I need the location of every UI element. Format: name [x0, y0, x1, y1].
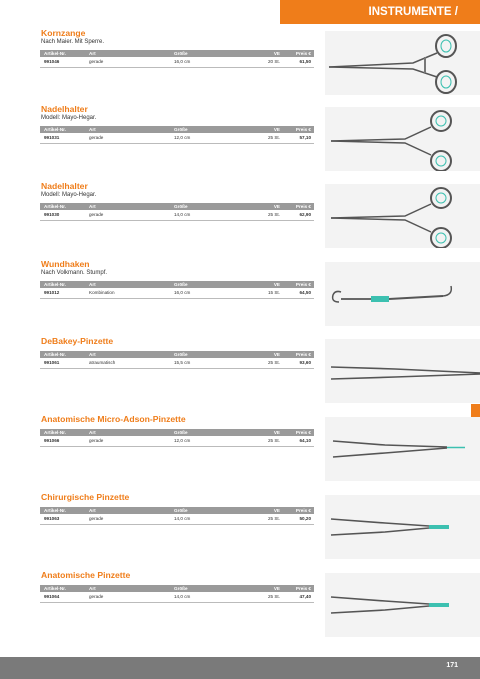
product-title: Nadelhalter: [41, 104, 88, 114]
cell-art: gerade: [89, 212, 104, 217]
header-price: Preis €: [295, 127, 311, 132]
product-table: [40, 281, 314, 299]
product-subtitle: Modell: Mayo-Hegar.: [41, 115, 97, 121]
cell-nr: 991012: [44, 290, 60, 295]
cell-price: 93,60: [299, 360, 311, 365]
product-table: [40, 203, 314, 221]
cell-price: 64,50: [299, 290, 311, 295]
header-ve: VE: [273, 508, 280, 513]
header-size: Größe: [174, 51, 188, 56]
header-ve: VE: [273, 127, 280, 132]
table-header: [40, 507, 314, 514]
cell-price: 50,20: [299, 516, 311, 521]
product-nadelhalter-12: [40, 104, 460, 172]
product-image: [325, 495, 480, 559]
cell-nr: 991061: [44, 360, 60, 365]
page-number: 171: [446, 662, 458, 669]
product-chirurgische-pinzette: [40, 492, 460, 560]
cell-ve: 20 St.: [267, 59, 280, 64]
header-art: Art: [89, 508, 96, 513]
product-table: [40, 585, 314, 603]
cell-ve: 25 St.: [267, 438, 280, 443]
header-art: Art: [89, 51, 96, 56]
needle-holder-icon: [325, 184, 480, 248]
needle-holder-icon: [325, 107, 480, 171]
header-ve: VE: [273, 430, 280, 435]
product-image: [325, 31, 480, 95]
cell-ve: 25 St.: [267, 594, 280, 599]
cell-size: 14,0 cm: [174, 212, 191, 217]
header-ve: VE: [273, 204, 280, 209]
header-nr: Artikel-Nr.: [44, 282, 66, 287]
header-price: Preis €: [295, 282, 311, 287]
header-price: Preis €: [295, 430, 311, 435]
cell-ve: 25 St.: [267, 212, 280, 217]
cell-price: 61,50: [299, 59, 311, 64]
table-row: [40, 514, 314, 525]
header-size: Größe: [174, 282, 188, 287]
product-image: [325, 184, 480, 248]
header-nr: Artikel-Nr.: [44, 508, 66, 513]
cell-ve: 15 St.: [267, 290, 280, 295]
footer-bar: [0, 657, 480, 679]
cell-price: 62,90: [299, 212, 311, 217]
product-table: [40, 507, 314, 525]
product-table: [40, 126, 314, 144]
header-size: Größe: [174, 586, 188, 591]
forceps-icon: [325, 31, 480, 95]
table-header: [40, 585, 314, 592]
table-row: [40, 57, 314, 68]
header-art: Art: [89, 352, 96, 357]
product-title: DeBakey-Pinzette: [41, 336, 114, 346]
header-nr: Artikel-Nr.: [44, 352, 66, 357]
header-price: Preis €: [295, 508, 311, 513]
product-subtitle: Modell: Mayo-Hegar.: [41, 192, 97, 198]
table-row: [40, 358, 314, 369]
header-ve: VE: [273, 282, 280, 287]
product-image: [325, 107, 480, 171]
product-title: Wundhaken: [41, 259, 90, 269]
header-art: Art: [89, 586, 96, 591]
cell-price: 47,40: [299, 594, 311, 599]
product-title: Nadelhalter: [41, 181, 88, 191]
cell-size: 14,0 cm: [174, 516, 191, 521]
table-header: [40, 351, 314, 358]
product-wundhaken: [40, 259, 460, 327]
header-art: Art: [89, 127, 96, 132]
cell-art: gerade: [89, 135, 104, 140]
product-image: [325, 339, 480, 403]
product-table: [40, 429, 314, 447]
header-price: Preis €: [295, 204, 311, 209]
table-row: [40, 133, 314, 144]
cell-art: gerade: [89, 594, 104, 599]
table-row: [40, 592, 314, 603]
header-ve: VE: [273, 51, 280, 56]
header-art: Art: [89, 204, 96, 209]
header-nr: Artikel-Nr.: [44, 204, 66, 209]
product-debakey-pinzette: [40, 336, 460, 404]
product-image: [325, 262, 480, 326]
table-row: [40, 288, 314, 299]
tweezers-icon: [325, 495, 480, 559]
cell-ve: 25 St.: [267, 135, 280, 140]
section-header: INSTRUMENTE /: [280, 0, 480, 24]
product-title: Chirurgische Pinzette: [41, 492, 130, 502]
product-image: [325, 417, 480, 481]
header-nr: Artikel-Nr.: [44, 127, 66, 132]
product-table: [40, 50, 314, 68]
cell-nr: 991030: [44, 212, 60, 217]
header-nr: Artikel-Nr.: [44, 430, 66, 435]
cell-size: 16,0 cm: [174, 59, 191, 64]
product-table: [40, 351, 314, 369]
cell-art: gerade: [89, 438, 104, 443]
header-nr: Artikel-Nr.: [44, 51, 66, 56]
product-anatomische-pinzette: [40, 570, 460, 638]
product-title: Anatomische Pinzette: [41, 570, 131, 580]
header-size: Größe: [174, 508, 188, 513]
cell-art: gerade: [89, 59, 104, 64]
cell-art: gerade: [89, 516, 104, 521]
cell-price: 57,10: [299, 135, 311, 140]
wound-hook-icon: [325, 262, 480, 326]
cell-nr: 991064: [44, 594, 60, 599]
product-title: Kornzange: [41, 28, 86, 38]
table-header: [40, 50, 314, 57]
product-kornzange: [40, 28, 460, 96]
tweezers-icon: [325, 339, 480, 403]
cell-size: 14,0 cm: [174, 594, 191, 599]
product-title: Anatomische Micro-Adson-Pinzette: [41, 414, 186, 424]
table-header: [40, 429, 314, 436]
header-size: Größe: [174, 352, 188, 357]
product-nadelhalter-14: [40, 181, 460, 249]
product-micro-adson-pinzette: [40, 414, 460, 482]
product-image: [325, 573, 480, 637]
tweezers-icon: [325, 573, 480, 637]
cell-art: atraumatisch: [89, 360, 116, 365]
cell-nr: 991066: [44, 438, 60, 443]
header-size: Größe: [174, 430, 188, 435]
cell-size: 12,0 cm: [174, 135, 191, 140]
cell-ve: 25 St.: [267, 516, 280, 521]
header-art: Art: [89, 430, 96, 435]
header-size: Größe: [174, 204, 188, 209]
header-art: Art: [89, 282, 96, 287]
cell-nr: 991046: [44, 59, 60, 64]
cell-art: Kombination: [89, 290, 115, 295]
cell-size: 15,5 cm: [174, 360, 191, 365]
cell-nr: 991063: [44, 516, 60, 521]
header-ve: VE: [273, 352, 280, 357]
header-nr: Artikel-Nr.: [44, 586, 66, 591]
header-ve: VE: [273, 586, 280, 591]
header-size: Größe: [174, 127, 188, 132]
tweezers-icon: [325, 417, 480, 481]
product-subtitle: Nach Volkmann. Stumpf.: [41, 270, 108, 276]
table-header: [40, 126, 314, 133]
header-price: Preis €: [295, 51, 311, 56]
table-row: [40, 436, 314, 447]
table-header: [40, 203, 314, 210]
table-row: [40, 210, 314, 221]
cell-ve: 25 St.: [267, 360, 280, 365]
cell-size: 12,0 cm: [174, 438, 191, 443]
table-header: [40, 281, 314, 288]
header-price: Preis €: [295, 352, 311, 357]
cell-size: 16,0 cm: [174, 290, 191, 295]
product-subtitle: Nach Maier. Mit Sperre.: [41, 39, 105, 45]
cell-nr: 991031: [44, 135, 60, 140]
cell-price: 64,10: [299, 438, 311, 443]
header-price: Preis €: [295, 586, 311, 591]
